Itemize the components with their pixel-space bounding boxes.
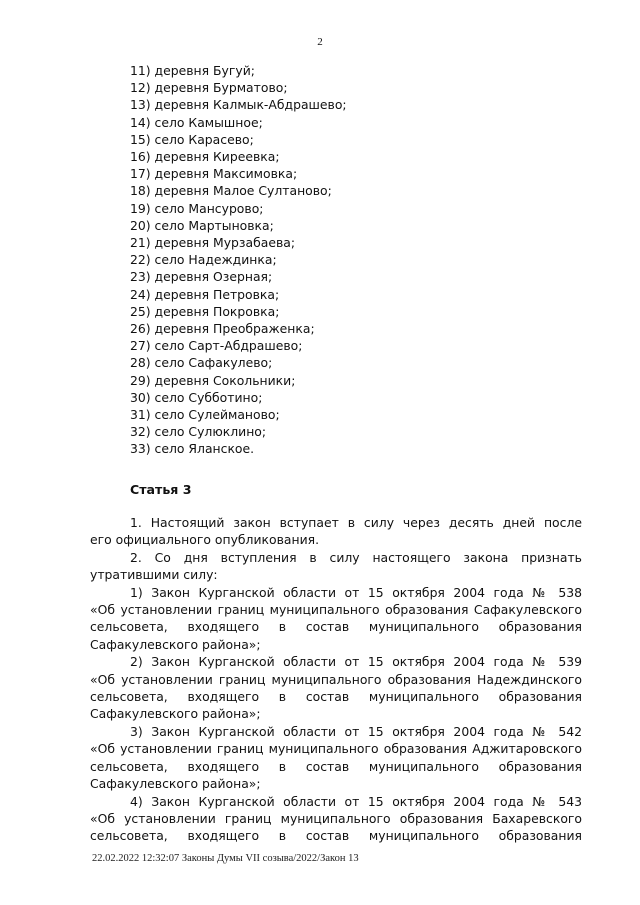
- list-item: 27) село Сарт-Абдрашево;: [130, 338, 303, 354]
- list-item: 20) село Мартыновка;: [130, 217, 274, 233]
- text-line: 2) Закон Курганской области от 15 октября 2004 года № 539: [130, 654, 582, 670]
- list-item: 16) деревня Киреевка;: [130, 149, 280, 165]
- list-item: 13) деревня Калмык-Абдрашево;: [130, 97, 347, 113]
- text-line: сельсовета, входящего в состав муниципального образования: [90, 828, 582, 844]
- list-item: 23) деревня Озерная;: [130, 269, 273, 285]
- list-item: 19) село Мансурово;: [130, 200, 264, 216]
- list-item: 14) село Камышное;: [130, 114, 263, 130]
- paragraph-2: [90, 549, 582, 584]
- settlement-list: [130, 62, 347, 458]
- text-line: утратившими силу:: [90, 567, 218, 583]
- paragraph-1: [90, 514, 582, 549]
- list-item: 12) деревня Бурматово;: [130, 80, 288, 96]
- list-item: 33) село Яланское.: [130, 441, 255, 457]
- text-line: сельсовета, входящего в состав муниципального образования: [90, 689, 582, 705]
- text-line: 2. Со дня вступления в силу настоящего закона признать: [130, 549, 582, 565]
- list-item: 17) деревня Максимовка;: [130, 166, 298, 182]
- text-line: «Об установлении границ муниципального образования Надеждинского: [90, 671, 582, 687]
- law-item-1: [90, 584, 582, 654]
- list-item: 24) деревня Петровка;: [130, 286, 280, 302]
- text-line: сельсовета, входящего в состав муниципального образования: [90, 758, 582, 774]
- text-line: Сафакулевского района»;: [90, 706, 261, 722]
- list-item: 28) село Сафакулево;: [130, 355, 273, 371]
- list-item: 25) деревня Покровка;: [130, 303, 280, 319]
- text-line: сельсовета, входящего в состав муниципального образования: [90, 619, 582, 635]
- law-item-4: [90, 793, 582, 845]
- list-item: 29) деревня Сокольники;: [130, 372, 296, 388]
- law-item-2: [90, 653, 582, 723]
- law-item-3: [90, 723, 582, 793]
- text-line: 1. Настоящий закон вступает в силу через десять дней после: [130, 515, 582, 530]
- document-footer: 22.02.2022 12:32:07 Законы Думы VII созыва/2022/Закон 13: [92, 853, 359, 864]
- list-item: 31) село Сулейманово;: [130, 407, 280, 423]
- list-item: 30) село Субботино;: [130, 389, 263, 405]
- list-item: 15) село Карасево;: [130, 131, 254, 147]
- text-line: Сафакулевского района»;: [90, 636, 261, 652]
- text-line: «Об установлении границ муниципального образования Сафакулевского: [90, 602, 582, 618]
- text-line: Сафакулевского района»;: [90, 776, 261, 792]
- text-line: его официального опубликования.: [90, 532, 320, 548]
- list-item: 32) село Сулюклино;: [130, 424, 267, 440]
- text-line: 1) Закон Курганской области от 15 октября 2004 года № 538: [130, 584, 582, 600]
- article-heading: Статья 3: [130, 482, 192, 497]
- list-item: 21) деревня Мурзабаева;: [130, 235, 296, 251]
- article-body: [90, 514, 582, 845]
- list-item: 18) деревня Малое Султаново;: [130, 183, 332, 199]
- list-item: 11) деревня Бугуй;: [130, 63, 255, 78]
- text-line: «Об установлении границ муниципального образования Аджитаровского: [90, 741, 582, 757]
- page-number: 2: [317, 36, 323, 48]
- text-line: 4) Закон Курганской области от 15 октября 2004 года № 543: [130, 793, 582, 809]
- text-line: «Об установлении границ муниципального образования Бахаревского: [90, 810, 582, 826]
- list-item: 26) деревня Преображенка;: [130, 321, 315, 337]
- text-line: 3) Закон Курганской области от 15 октября 2004 года № 542: [130, 723, 582, 739]
- list-item: 22) село Надеждинка;: [130, 252, 277, 268]
